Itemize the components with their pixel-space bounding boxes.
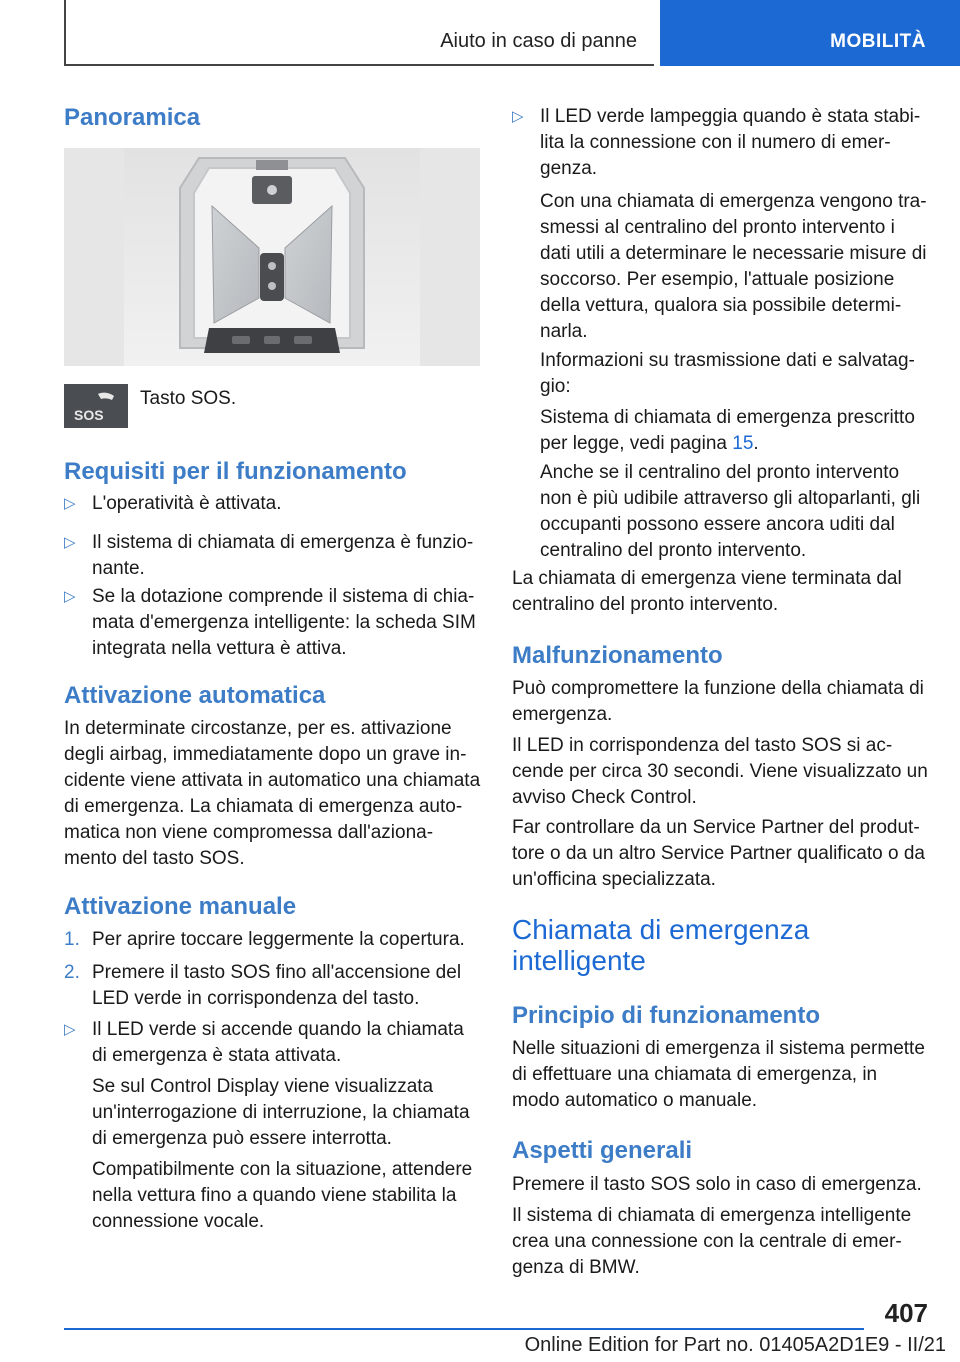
header-chapter-label: MOBILITÀ: [830, 31, 926, 52]
blink-paragraph-2: Informazioni su trasmissione dati e salvatag- gio:: [540, 350, 915, 397]
header-rule-bottom: [64, 64, 654, 66]
heading-requisiti: Requisiti per il funzionamento: [64, 458, 407, 485]
edition-note: Online Edition for Part no. 01405A2D1E9 - II/21: [524, 1334, 946, 1356]
step-number: 2.: [64, 962, 80, 983]
step-text: Per aprire toccare leggermente la copertura.: [92, 929, 465, 950]
heading-principio: Principio di funzionamento: [512, 1002, 820, 1029]
page-header: [0, 0, 960, 66]
heading-attivazione-automatica: Attivazione automatica: [64, 682, 326, 709]
footer-rule: [64, 1328, 864, 1330]
heading-panoramica: Panoramica: [64, 104, 201, 131]
malfunction-paragraph-1: Può compromettere la funzione della chiamata di emergenza.: [512, 678, 924, 725]
roof-console-photo: [64, 148, 480, 366]
aspetti-paragraph-1: Premere il tasto SOS solo in caso di emergenza.: [512, 1174, 922, 1195]
list-item-text: Il LED verde si accende quando la chiamata di emergenza è stata attivata.: [92, 1019, 464, 1066]
heading-malfunzionamento: Malfunzionamento: [512, 642, 723, 669]
malfunction-paragraph-2: Il LED in corrispondenza del tasto SOS si ac- cende per circa 30 secondi. Viene visualizzato un avviso Check Control.: [512, 735, 928, 808]
header-section-title: Aiuto in caso di panne: [440, 30, 637, 52]
list-item-text: L'operatività è attivata.: [92, 493, 282, 514]
triangle-right-icon: ▷: [64, 588, 76, 605]
aspetti-paragraph-2: Il sistema di chiamata di emergenza intelligente crea una connessione con la centrale di emer- genza di BMW.: [512, 1205, 912, 1278]
sos-phone-icon: [64, 384, 128, 428]
termination-text: La chiamata di emergenza viene terminata dal centralino del pronto intervento.: [512, 568, 902, 615]
sos-caption: Tasto SOS.: [140, 388, 237, 409]
svg-text:SOS: SOS: [74, 407, 104, 423]
triangle-right-icon: ▷: [64, 534, 76, 551]
step-number: 1.: [64, 929, 80, 950]
heading-aspetti-generali: Aspetti generali: [512, 1137, 693, 1164]
page-number: 407: [884, 1298, 928, 1328]
triangle-right-icon: ▷: [64, 495, 76, 512]
auto-activation-text: In determinate circostanze, per es. attivazione degli airbag, immediatamente dopo un grave in- cidente viene attivata in automatico una chiamata di emergenza. La chiamata di emergenza auto- matica non viene compromessa dall'aziona- mento del tasto SOS.: [64, 718, 481, 869]
sos-button-icon: [64, 384, 128, 428]
header-chapter-tab: [660, 0, 960, 66]
led-paragraph-2: Compatibilmente con la situazione, attendere nella vettura fino a quando viene stabilita la connessione vocale.: [92, 1159, 473, 1232]
led-paragraph-1: Se sul Control Display viene visualizzata un'interrogazione di interruzione, la chiamata di emergenza può essere interrotta.: [92, 1076, 470, 1149]
blink-paragraph-3: Sistema di chiamata di emergenza prescritto per legge, vedi pagina 15.: [540, 407, 915, 454]
triangle-right-icon: ▷: [64, 1021, 76, 1038]
header-rule-left: [64, 0, 66, 64]
roof-console-illustration: [64, 148, 480, 366]
heading-chiamata-intelligente: Chiamata di emergenza intelligente: [512, 914, 810, 976]
blink-paragraph-4: Anche se il centralino del pronto intervento non è più udibile attraverso gli altoparlanti, gli occupanti possono essere ancora uditi dal centralino del pronto intervento.: [540, 462, 921, 561]
principio-text: Nelle situazioni di emergenza il sistema permette di effettuare una chiamata di emergenza, in modo automatico o manuale.: [512, 1038, 925, 1111]
page-reference-link[interactable]: 15: [732, 433, 754, 454]
blink-paragraph-1: Con una chiamata di emergenza vengono tra- smessi al centralino del pronto intervento i dati utili a determinare le necessarie misure di soccorso. Per esempio, l'attuale posizione della vettura, qualora sia possibile determi- narla.: [540, 191, 927, 342]
triangle-right-icon: ▷: [512, 108, 524, 125]
list-item-text: Il sistema di chiamata di emergenza è funzio- nante.: [92, 532, 474, 579]
malfunction-paragraph-3: Far controllare da un Service Partner del produt- tore o da un altro Service Partner qualificato o da un'officina specializzata.: [512, 817, 925, 890]
heading-attivazione-manuale: Attivazione manuale: [64, 893, 297, 920]
step-text: Premere il tasto SOS fino all'accensione del LED verde in corrispondenza del tasto.: [92, 962, 462, 1009]
list-item-text: Il LED verde lampeggia quando è stata stabi- lita la connessione con il numero di emer- genza.: [540, 106, 921, 179]
list-item-text: Se la dotazione comprende il sistema di chia- mata d'emergenza intelligente: la scheda SIM integrata nella vettura è attiva.: [92, 586, 476, 659]
